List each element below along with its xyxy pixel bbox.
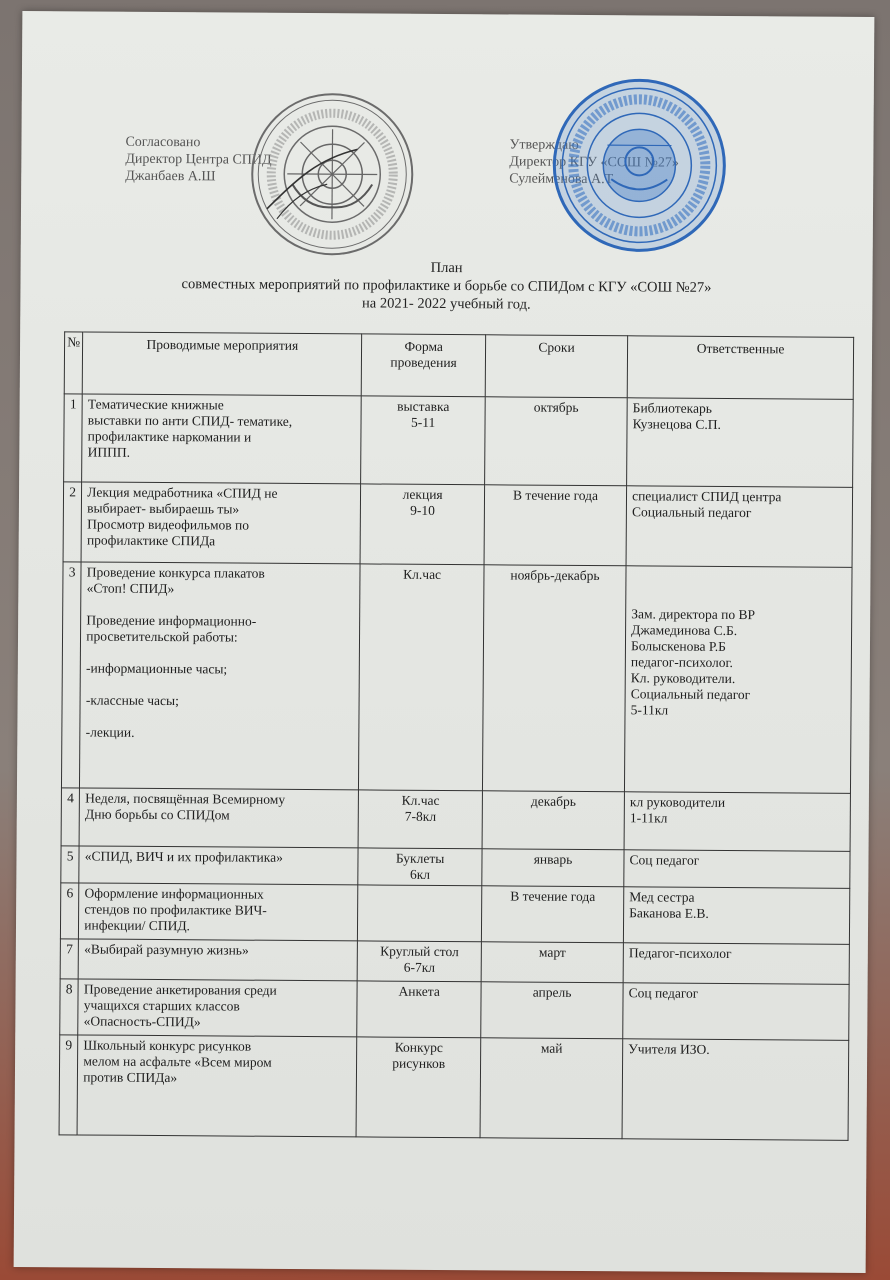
table-row [60,939,849,985]
table-row [60,979,849,1041]
row-term: май [480,1038,623,1139]
row-form: Буклеты 6кл [358,848,482,886]
header-activity: Проводимые мероприятия [83,332,362,396]
row-form: Конкурс рисунков [356,1037,480,1138]
table-row [61,846,850,889]
header-num: № [64,332,83,394]
row-term: В течение года [484,485,627,566]
row-num: 5 [61,846,80,883]
aids-center-seal-icon [247,89,418,260]
row-term: В течение года [481,886,623,943]
table-row [61,788,850,852]
row-num: 9 [59,1035,78,1135]
title-line-2: совместных мероприятий по профилактике и борьбе со СПИДом с КГУ «СОШ №27» [181,276,712,296]
row-activity: Проведение конкурса плакатов «Стоп! СПИД» Проведение информационно- просветительской работы: -информационные часы; -классные часы; -лекции. [80,562,361,790]
row-activity: Оформление информационных стендов по профилактике ВИЧ- инфекции/ СПИД. [79,883,358,941]
row-term: декабрь [482,791,624,850]
row-num: 8 [60,979,79,1035]
header-term: Сроки [485,335,628,398]
row-num: 4 [61,788,80,846]
row-activity: «СПИД, ВИЧ и их профилактика» [79,846,358,885]
row-form: Анкета [357,981,481,1038]
table-row [63,482,853,568]
row-activity: «Выбирай разумную жизнь» [78,939,357,981]
row-activity: Тематические книжные выставки по анти СПИД- тематике, профилактике наркомании и ИППП. [82,394,362,484]
row-activity: Школьный конкурс рисунков мелом на асфальте «Всем миром против СПИДа» [77,1035,357,1137]
row-num: 6 [60,883,79,939]
row-num: 3 [61,562,81,788]
header-form: Форма проведения [362,334,486,397]
row-term: январь [482,849,624,887]
row-responsible: Мед сестра Баканова Е.В. [623,887,849,945]
school-seal-icon [549,75,730,256]
table-row [59,1035,849,1141]
row-term: октябрь [485,397,628,486]
table-row [61,562,852,794]
row-responsible: Соц педагог [623,983,849,1041]
row-responsible: кл руководители 1-11кл [624,792,850,852]
row-activity: Лекция медработника «СПИД не выбирает- выбираешь ты» Просмотр видеофильмов по профилактике СПИДа [81,482,361,564]
document-title [20,256,872,316]
row-term: март [481,942,623,983]
approval-left-line-1: Согласовано [125,134,201,151]
document-sheet [14,11,875,1273]
row-num: 1 [64,394,83,482]
row-responsible: Учителя ИЗО. [622,1039,849,1141]
row-form: лекция 9-10 [360,484,484,565]
row-responsible: Зам. директора по ВР Джамединова С.Б. Болыскенова Р.Б педагог-психолог. Кл. руководители. Социальный педагог 5-11кл [625,566,852,794]
events-plan-table [59,331,855,1140]
row-form: Кл.час [359,564,484,791]
table-header-row [64,332,853,400]
approval-right-line-1: Утверждаю [509,137,579,153]
row-activity: Проведение анкетирования среди учащихся старших классов «Опасность-СПИД» [78,979,357,1037]
row-activity: Неделя, посвящённая Всемирному Дню борьбы со СПИДом [79,788,358,848]
approval-right-line-3: Сулейменова А.Т [509,171,614,188]
table-row [60,883,849,945]
row-num: 2 [63,482,82,562]
approval-left-line-2: Директор Центра СПИД [125,151,272,168]
row-term: апрель [481,982,623,1039]
row-form: выставка 5-11 [361,396,485,485]
row-num: 7 [60,939,79,979]
approval-right-line-2: Директор КГУ «СОШ №27» [509,154,679,171]
row-form: Кл.час 7-8кл [358,790,482,849]
approval-left-line-3: Джанбаев А.Ш [125,168,216,185]
row-form: Круглый стол 6-7кл [357,941,481,982]
row-form [358,885,482,942]
header-responsible: Ответственные [627,336,853,400]
row-responsible: специалист СПИД центра Социальный педагог [626,486,852,568]
row-responsible: Библиотекарь Кузнецова С.П. [627,398,854,488]
title-line-1: План [430,259,463,277]
row-term: ноябрь-декабрь [482,565,626,792]
row-responsible: Соц педагог [624,850,850,889]
row-responsible: Педагог-психолог [623,943,849,985]
title-line-3: на 2021- 2022 учебный год. [362,295,531,313]
table-row [64,394,854,488]
